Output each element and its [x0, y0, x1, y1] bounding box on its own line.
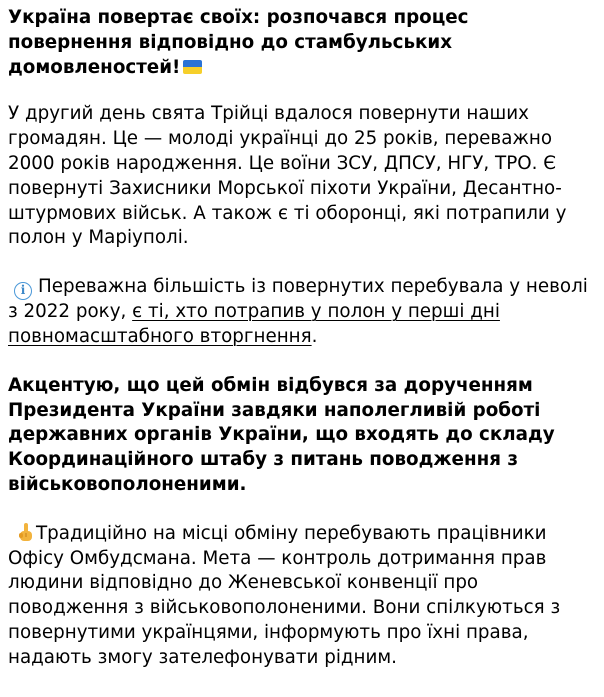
- information-icon: i: [14, 282, 32, 300]
- post-title: [8, 6, 594, 80]
- captivity-info-end: .: [311, 325, 318, 347]
- post-title-text: Україна повертає своїх: розпочався процес повернення відповідно до стамбульських домовленостей!: [8, 7, 469, 78]
- paragraph-ombudsman-office: [8, 522, 594, 671]
- pointing-up-hand-icon: [16, 522, 36, 542]
- paragraph-captivity-info: [8, 275, 594, 350]
- ombudsman-office-text: Традиційно на місці обміну перебувають працівники Офісу Омбудсмана. Мета — контроль дотримання прав людини відповідно до Женевської конвенції про поводження з військовополоненими. Вони спілкуються з повернутими українцями, інформують про їхні права, надають змогу зателефонувати рідним.: [8, 522, 561, 668]
- captivity-info-link[interactable]: є ті, хто потрапив у полон у перші дні повномасштабного вторгнення: [8, 301, 500, 347]
- paragraph-return-details: У другий день свята Трійці вдалося повернути наших громадян. Це — молоді українці до 25 років, переважно 2000 років народження. Це воїни ЗСУ, ДПСУ, НГУ, ТРО. Є повернуті Захисники Морської піхоти України, Десантно-штурмових військ. А також є ті оборонці, які потрапили у полон у Маріуполі.: [8, 103, 567, 249]
- paragraph-exchange-emphasis: Акцентую, що цей обмін відбувся за дорученням Президента України завдяки наполегливій роботі державних органів України, що входять до складу Координаційного штабу з питань поводження з військовополоненими.: [8, 374, 555, 495]
- captivity-info-text: Переважна більшість із повернутих перебувала у неволі з 2022 року,: [8, 276, 588, 323]
- ukraine-flag-icon: [183, 60, 202, 74]
